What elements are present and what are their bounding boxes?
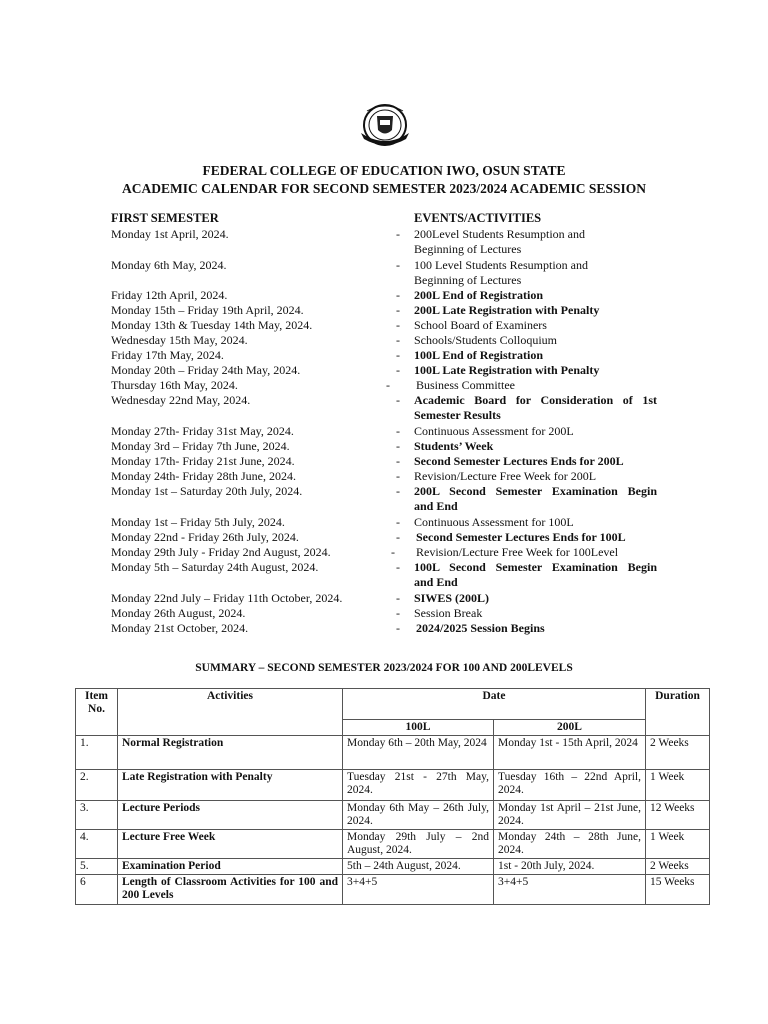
event-dash: - xyxy=(396,606,400,620)
event-activity: Academic Board for Consideration of 1st xyxy=(414,393,657,407)
event-activity: Business Committee xyxy=(416,378,515,392)
event-date: Monday 17th- Friday 21st June, 2024. xyxy=(111,454,295,468)
date-100l-cell: 3+4+5 xyxy=(343,875,494,905)
date-200l-cell: Monday 1st - 15th April, 2024 xyxy=(494,736,646,770)
first-semester-heading: FIRST SEMESTER xyxy=(111,211,219,225)
date-100l-cell: Monday 6th May – 26th July, 2024. xyxy=(343,801,494,830)
event-row xyxy=(0,424,768,439)
event-activity: 200L Second Semester Examination Begin xyxy=(414,484,657,498)
event-dash: - xyxy=(396,424,400,438)
event-activity: School Board of Examiners xyxy=(414,318,547,332)
event-date: Wednesday 15th May, 2024. xyxy=(111,333,248,347)
event-row xyxy=(0,348,768,363)
event-dash: - xyxy=(396,363,400,377)
table-row xyxy=(76,801,710,830)
date-200l-cell: Monday 1st April – 21st June, 2024. xyxy=(494,801,646,830)
event-dash: - xyxy=(396,227,400,241)
event-activity: SIWES (200L) xyxy=(414,591,490,605)
event-row xyxy=(0,530,768,545)
table-row xyxy=(76,770,710,801)
event-dash: - xyxy=(396,393,400,407)
duration-cell: 1 Week xyxy=(646,830,710,859)
event-row xyxy=(0,363,768,378)
item-no-header: Item No. xyxy=(76,689,118,736)
summary-heading: SUMMARY – SECOND SEMESTER 2023/2024 FOR 100 AND 200LEVELS xyxy=(195,662,573,674)
event-date: Monday 5th – Saturday 24th August, 2024. xyxy=(111,560,319,574)
event-row xyxy=(0,333,768,348)
event-row xyxy=(0,288,768,303)
event-activity: Continuous Assessment for 200L xyxy=(414,424,574,438)
event-dash: - xyxy=(396,348,400,362)
event-dash: - xyxy=(396,530,400,544)
event-row xyxy=(0,560,768,589)
event-row xyxy=(0,591,768,606)
duration-cell: 15 Weeks xyxy=(646,875,710,905)
event-activity: 100L Late Registration with Penalty xyxy=(414,363,600,377)
event-dash: - xyxy=(396,288,400,302)
item-no-cell: 5. xyxy=(76,859,118,875)
event-row xyxy=(0,258,768,287)
event-date: Monday 21st October, 2024. xyxy=(111,621,249,635)
item-no-cell: 2. xyxy=(76,770,118,801)
college-name-heading: FEDERAL COLLEGE OF EDUCATION IWO, OSUN STATE xyxy=(202,163,566,178)
duration-cell: 12 Weeks xyxy=(646,801,710,830)
event-dash: - xyxy=(396,560,400,574)
event-row xyxy=(0,454,768,469)
event-dash: - xyxy=(396,515,400,529)
duration-cell: 2 Weeks xyxy=(646,859,710,875)
event-row xyxy=(0,621,768,636)
date-200l-cell: 1st - 20th July, 2024. xyxy=(494,859,646,875)
event-row xyxy=(0,378,768,393)
table-row xyxy=(76,830,710,859)
event-dash: - xyxy=(396,303,400,317)
event-row xyxy=(0,303,768,318)
event-activity: Revision/Lecture Free Week for 100Level xyxy=(416,545,619,559)
event-row xyxy=(0,606,768,621)
event-activity-continued: and End xyxy=(414,575,458,589)
item-no-cell: 4. xyxy=(76,830,118,859)
event-activity: 200Level Students Resumption and xyxy=(414,227,585,241)
date-100l-cell: Monday 29th July – 2nd August, 2024. xyxy=(343,830,494,859)
event-dash: - xyxy=(391,545,395,559)
event-date: Monday 22nd July – Friday 11th October, 2024. xyxy=(111,591,343,605)
duration-cell: 2 Weeks xyxy=(646,736,710,770)
100l-header: 100L xyxy=(343,720,494,736)
table-row xyxy=(76,736,710,770)
event-row xyxy=(0,484,768,513)
event-dash: - xyxy=(396,621,400,635)
event-dash: - xyxy=(396,318,400,332)
events-activities-heading: EVENTS/ACTIVITIES xyxy=(414,211,542,225)
event-row xyxy=(0,469,768,484)
date-200l-cell: 3+4+5 xyxy=(494,875,646,905)
item-no-cell: 1. xyxy=(76,736,118,770)
event-activity: Continuous Assessment for 100L xyxy=(414,515,574,529)
event-activity-continued: Beginning of Lectures xyxy=(414,242,522,256)
event-date: Friday 17th May, 2024. xyxy=(111,348,224,362)
event-date: Monday 27th- Friday 31st May, 2024. xyxy=(111,424,294,438)
date-100l-cell: Tuesday 21st - 27th May, 2024. xyxy=(343,770,494,801)
item-no-cell: 3. xyxy=(76,801,118,830)
activity-cell: Lecture Free Week xyxy=(118,830,343,859)
college-crest-logo xyxy=(356,103,414,147)
event-row xyxy=(0,545,768,560)
event-date: Monday 13th & Tuesday 14th May, 2024. xyxy=(111,318,313,332)
event-activity: 200L End of Registration xyxy=(414,288,544,302)
event-dash: - xyxy=(396,469,400,483)
200l-header: 200L xyxy=(494,720,646,736)
event-dash: - xyxy=(396,454,400,468)
event-activity: 200L Late Registration with Penalty xyxy=(414,303,600,317)
event-activity: 100 Level Students Resumption and xyxy=(414,258,588,272)
event-dash: - xyxy=(396,484,400,498)
activity-cell: Late Registration with Penalty xyxy=(118,770,343,801)
activity-cell: Normal Registration xyxy=(118,736,343,770)
event-date: Thursday 16th May, 2024. xyxy=(111,378,238,392)
event-date: Monday 6th May, 2024. xyxy=(111,258,227,272)
event-date: Monday 3rd – Friday 7th June, 2024. xyxy=(111,439,290,453)
activity-cell: Lecture Periods xyxy=(118,801,343,830)
event-activity: Second Semester Lectures Ends for 200L xyxy=(414,454,624,468)
event-activity: Session Break xyxy=(414,606,483,620)
event-date: Monday 22nd - Friday 26th July, 2024. xyxy=(111,530,299,544)
event-activity: Students’ Week xyxy=(414,439,494,453)
event-dash: - xyxy=(396,439,400,453)
event-date: Monday 1st – Friday 5th July, 2024. xyxy=(111,515,285,529)
event-activity: Schools/Students Colloquium xyxy=(414,333,558,347)
activities-header: Activities xyxy=(118,689,343,736)
date-200l-cell: Tuesday 16th – 22nd April, 2024. xyxy=(494,770,646,801)
event-date: Friday 12th April, 2024. xyxy=(111,288,228,302)
table-row xyxy=(76,859,710,875)
event-activity: Second Semester Lectures Ends for 100L xyxy=(416,530,626,544)
event-row xyxy=(0,515,768,530)
duration-header: Duration xyxy=(646,689,710,736)
event-date: Monday 20th – Friday 24th May, 2024. xyxy=(111,363,301,377)
item-no-cell: 6 xyxy=(76,875,118,905)
event-activity: 100L Second Semester Examination Begin xyxy=(414,560,657,574)
event-activity: Revision/Lecture Free Week for 200L xyxy=(414,469,597,483)
event-date: Monday 29th July - Friday 2nd August, 2024. xyxy=(111,545,331,559)
event-activity-continued: Beginning of Lectures xyxy=(414,273,522,287)
event-activity: 100L End of Registration xyxy=(414,348,544,362)
date-100l-cell: 5th – 24th August, 2024. xyxy=(343,859,494,875)
date-header: Date xyxy=(343,689,646,720)
event-date: Monday 1st April, 2024. xyxy=(111,227,229,241)
event-date: Monday 15th – Friday 19th April, 2024. xyxy=(111,303,304,317)
event-row xyxy=(0,439,768,454)
duration-cell: 1 Week xyxy=(646,770,710,801)
table-header-row xyxy=(76,689,710,720)
event-date: Wednesday 22nd May, 2024. xyxy=(111,393,251,407)
event-activity: 2024/2025 Session Begins xyxy=(416,621,545,635)
calendar-title-heading: ACADEMIC CALENDAR FOR SECOND SEMESTER 2023/2024 ACADEMIC SESSION xyxy=(122,181,646,196)
activity-cell: Length of Classroom Activities for 100 and 200 Levels xyxy=(118,875,343,905)
event-dash: - xyxy=(386,378,390,392)
event-activity-continued: and End xyxy=(414,499,458,513)
event-dash: - xyxy=(396,258,400,272)
summary-table xyxy=(75,688,710,905)
event-date: Monday 24th- Friday 28th June, 2024. xyxy=(111,469,296,483)
activity-cell: Examination Period xyxy=(118,859,343,875)
date-100l-cell: Monday 6th – 20th May, 2024 xyxy=(343,736,494,770)
event-dash: - xyxy=(396,591,400,605)
event-row xyxy=(0,393,768,422)
event-dash: - xyxy=(396,333,400,347)
event-date: Monday 26th August, 2024. xyxy=(111,606,246,620)
event-activity-continued: Semester Results xyxy=(414,408,501,422)
event-row xyxy=(0,227,768,256)
event-date: Monday 1st – Saturday 20th July, 2024. xyxy=(111,484,303,498)
table-row xyxy=(76,875,710,905)
event-row xyxy=(0,318,768,333)
date-200l-cell: Monday 24th – 28th June, 2024. xyxy=(494,830,646,859)
